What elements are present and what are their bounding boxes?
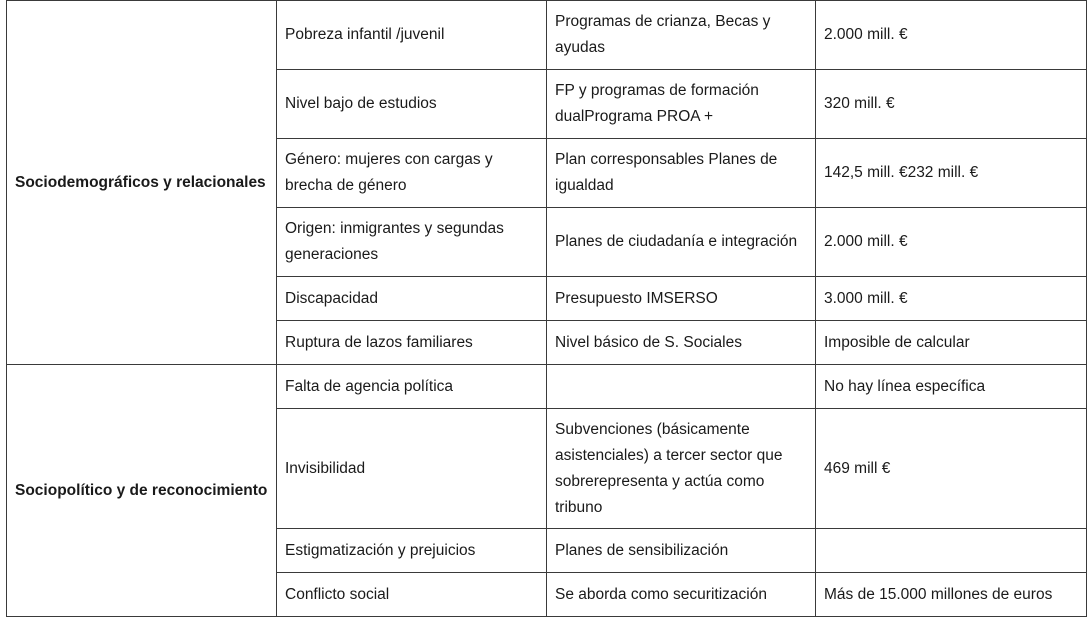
budget-cell: No hay línea específica [816,365,1087,409]
policy-cell: FP y programas de formación dualPrograma PROA + [547,70,816,139]
budget-cell: Más de 15.000 millones de euros [816,573,1087,617]
table-row [7,365,1087,409]
policy-cell: Presupuesto IMSERSO [547,277,816,321]
budget-cell: 142,5 mill. €232 mill. € [816,139,1087,208]
factor-cell: Estigmatización y prejuicios [277,529,547,573]
factor-cell: Ruptura de lazos familiares [277,321,547,365]
budget-cell: 469 mill € [816,409,1087,529]
factor-cell: Pobreza infantil /juvenil [277,1,547,70]
policy-cell: Nivel básico de S. Sociales [547,321,816,365]
budget-table [6,0,1087,617]
budget-cell: 320 mill. € [816,70,1087,139]
factor-cell: Discapacidad [277,277,547,321]
budget-cell: Imposible de calcular [816,321,1087,365]
policy-cell: Planes de sensibilización [547,529,816,573]
policy-cell: Programas de crianza, Becas y ayudas [547,1,816,70]
factor-cell: Nivel bajo de estudios [277,70,547,139]
factor-cell: Invisibilidad [277,409,547,529]
factor-cell: Conflicto social [277,573,547,617]
policy-cell: Planes de ciudadanía e integración [547,208,816,277]
group-label-sociopolitical: Sociopolítico y de reconocimiento [7,365,277,617]
budget-cell [816,529,1087,573]
policy-cell: Se aborda como securitización [547,573,816,617]
factor-cell: Origen: inmigrantes y segundas generaciones [277,208,547,277]
group-label-sociodemographic: Sociodemográficos y relacionales [7,1,277,365]
policy-cell: Subvenciones (básicamente asistenciales) a tercer sector que sobrerepresenta y actúa como tribuno [547,409,816,529]
budget-cell: 2.000 mill. € [816,1,1087,70]
factor-cell: Género: mujeres con cargas y brecha de género [277,139,547,208]
policy-cell: Plan corresponsables Planes de igualdad [547,139,816,208]
policy-cell [547,365,816,409]
budget-cell: 2.000 mill. € [816,208,1087,277]
factor-cell: Falta de agencia política [277,365,547,409]
budget-cell: 3.000 mill. € [816,277,1087,321]
table-row [7,1,1087,70]
